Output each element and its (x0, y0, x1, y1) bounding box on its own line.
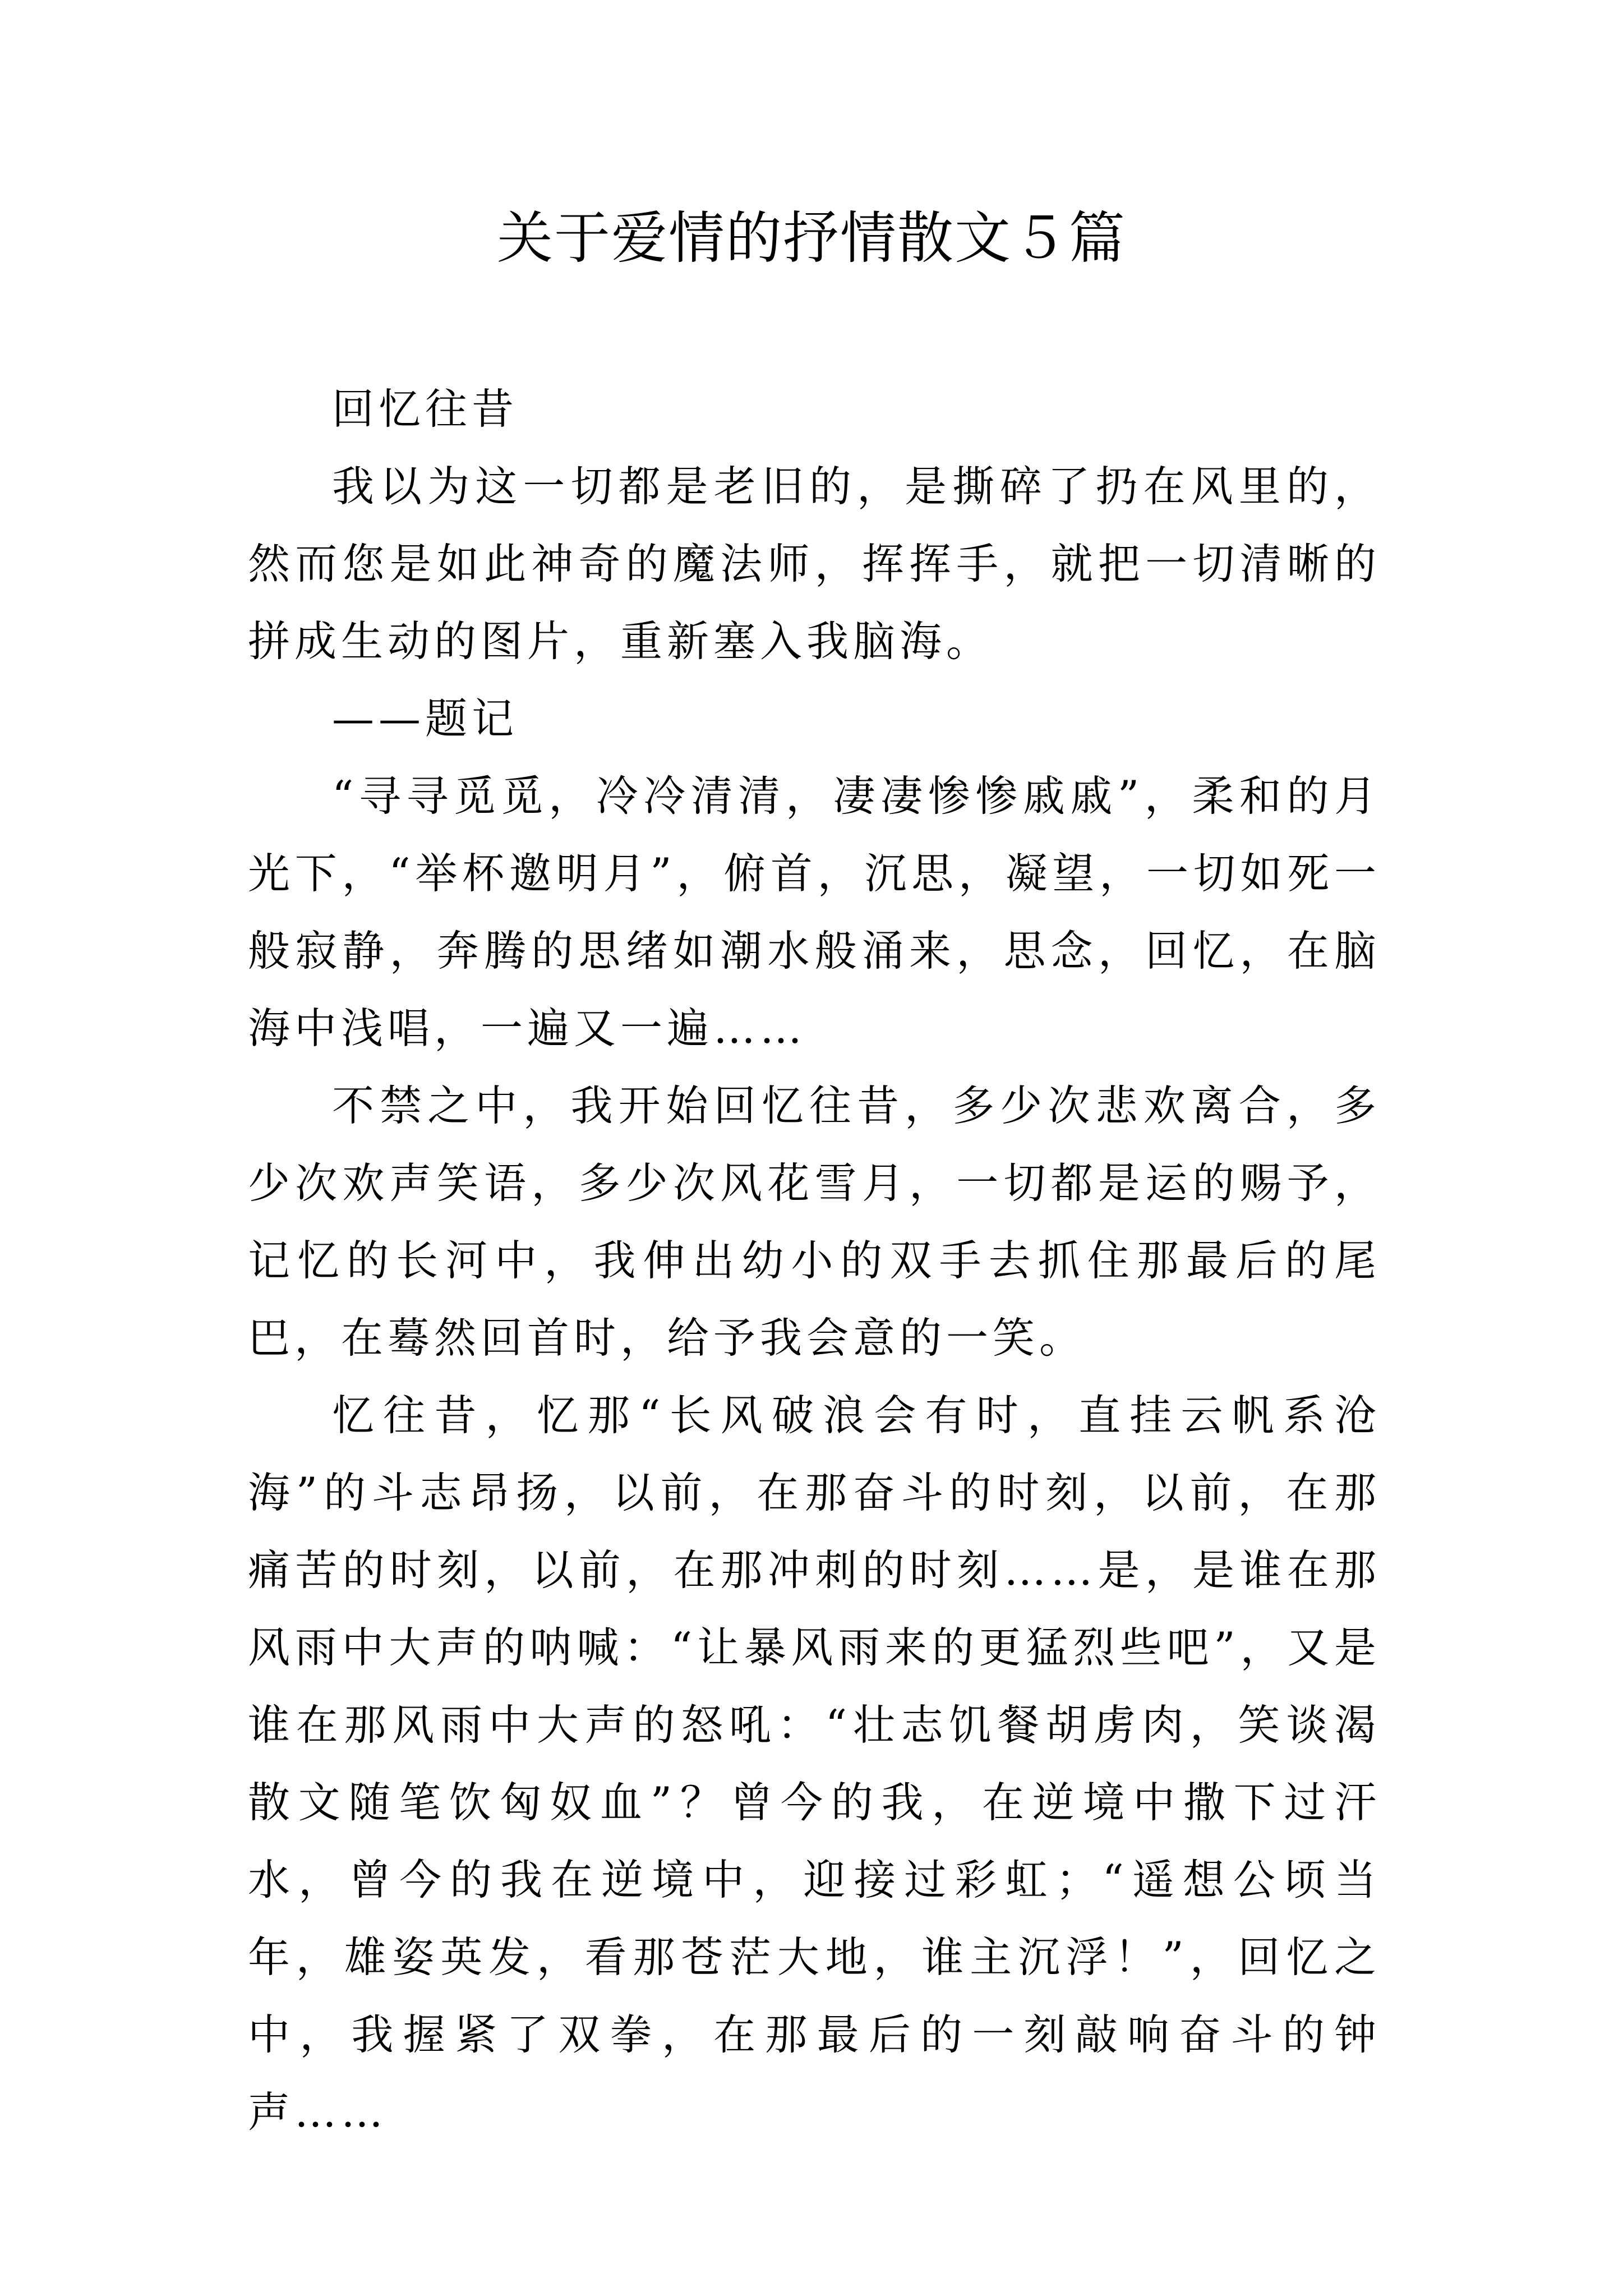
body-paragraph: 不禁之中，我开始回忆往昔，多少次悲欢离合，多少次欢声笑语，多少次风花雪月，一切都是运的赐予，记忆的长河中，我伸出幼小的双手去抓住那最后的尾巴，在蓦然回首时，给予我会意的一笑。 (248, 1081, 1381, 1363)
body-paragraph: 我以为这一切都是老旧的，是撕碎了扔在风里的，然而您是如此神奇的魔法师，挥挥手，就把一切清晰的拼成生动的图片，重新塞入我脑海。 (248, 462, 1381, 666)
document-title: 关于爱情的抒情散文５篇 (497, 205, 1126, 271)
body-paragraph: 忆往昔，忆那“长风破浪会有时，直挂云帆系沧海”的斗志昂扬，以前，在那奋斗的时刻，以前，在那痛苦的时刻，以前，在那冲刺的时刻……是，是谁在那风雨中大声的呐喊：“让暴风雨来的更猛烈些吧”，又是谁在那风雨中大声的怒吼：“壮志饥餐胡虏肉，笑谈渴散文随笔饮匈奴血”？曾今的我，在逆境中撒下过汗水，曾今的我在逆境中，迎接过彩虹；“遥想公顷当年，雄姿英发，看那苍茫大地，谁主沉浮！”，回忆之中，我握紧了双拳，在那最后的一刻敲响奋斗的钟声…… (248, 1391, 1381, 2137)
epigraph-attribution: ——题记 (332, 694, 519, 743)
body-paragraph: “寻寻觅觅，冷冷清清，凄凄惨惨戚戚”，柔和的月光下，“举杯邀明月”，俯首，沉思，凝望，一切如死一般寂静，奔腾的思绪如潮水般涌来，思念，回忆，在脑海中浅唱，一遍又一遍…… (248, 771, 1381, 1053)
section-heading: 回忆往昔 (332, 384, 519, 434)
document-body (248, 370, 1381, 2151)
